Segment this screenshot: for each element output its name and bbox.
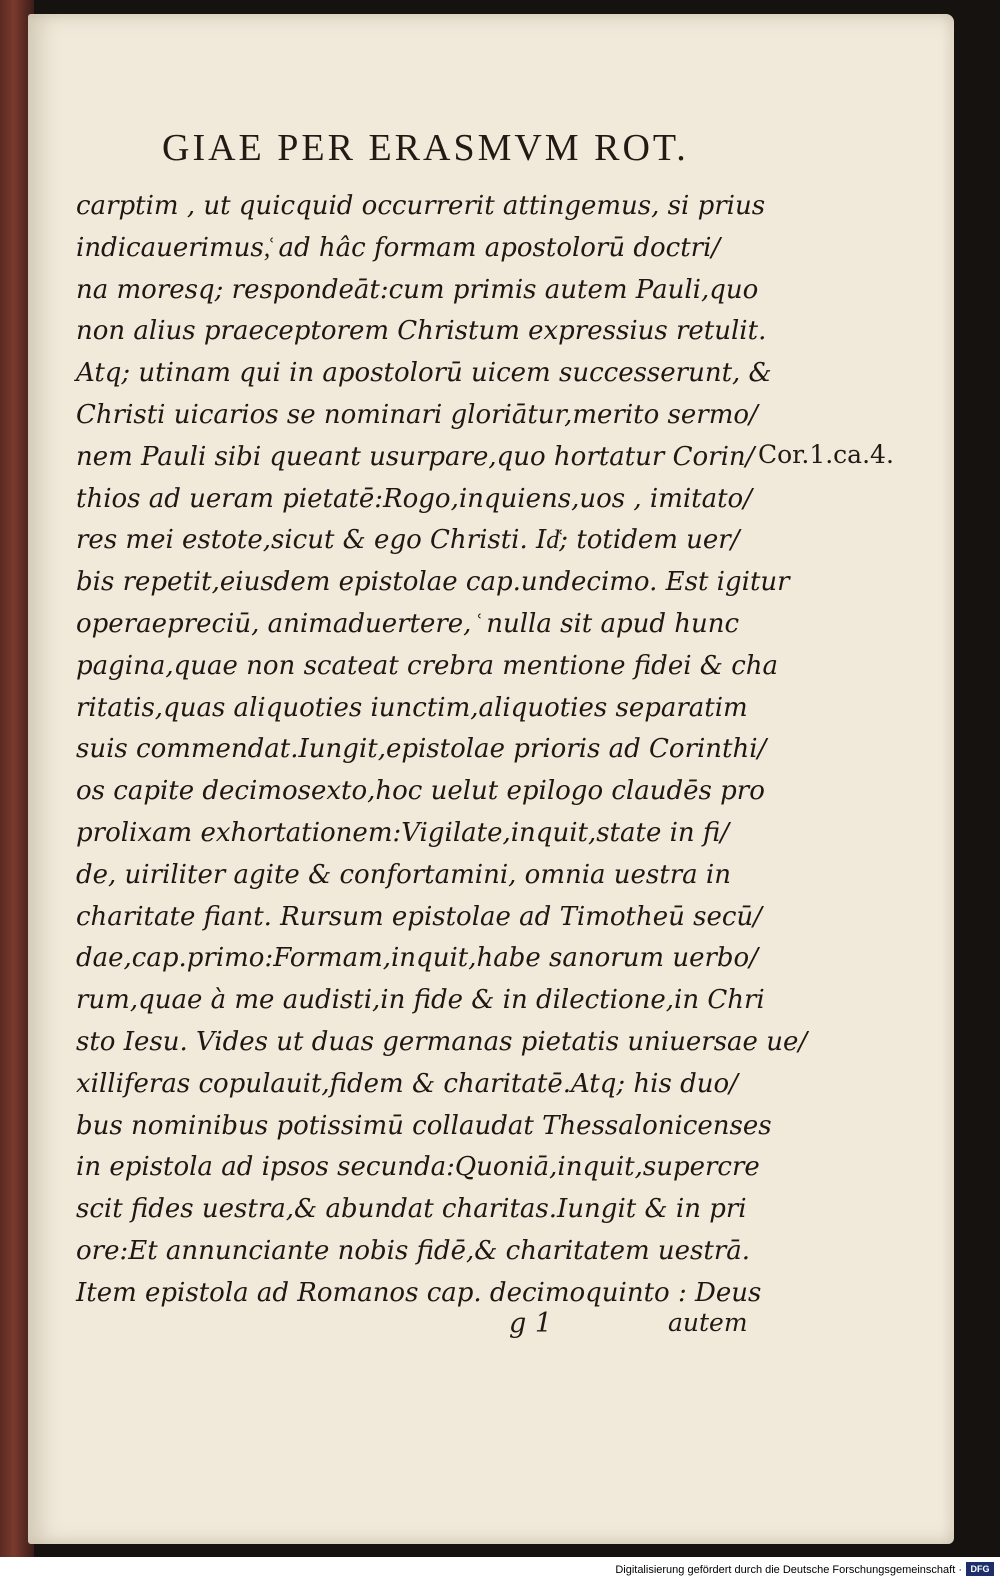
marginal-note: Cor.1.ca.4. <box>758 440 894 469</box>
text-line: prolixam exhortationem:Vigilate,inquit,state in fi/ <box>76 817 730 848</box>
text-line: scit fides uestra,& abundat charitas.Iungit & in pri <box>76 1194 747 1225</box>
body-text <box>76 186 807 1315</box>
text-line: thios ad ueram pietatē:Rogo,inquiens,uos , imitato/ <box>76 483 752 514</box>
signature-mark: g 1 <box>509 1308 553 1339</box>
text-line: pagina,quae non scateat crebra mentione fidei & cha <box>76 650 778 681</box>
text-line: non alius praeceptorem Christum expressius retulit. <box>76 316 767 347</box>
text-line: bis repetit,eiusdem epistolae cap.undecimo. Est igitur <box>76 567 790 598</box>
text-line: res mei estote,sicut & ego Christi. Id͑; totidem uer/ <box>76 525 740 556</box>
text-line: na moresq; respondeāt:cum primis autem Pauli,quo <box>76 274 759 305</box>
text-line: charitate fiant. Rursum epistolae ad Timotheū secū/ <box>76 901 762 932</box>
text-line: os capite decimosexto,hoc uelut epilogo claudēs pro <box>76 776 765 807</box>
text-line: Christi uicarios se nominari gloriātur,merito sermo/ <box>76 399 758 430</box>
dfg-logo: DFG <box>966 1562 994 1576</box>
text-line: xilliferas copulauit,fidem & charitatē.Atq; his duo/ <box>76 1068 738 1099</box>
text-line: suis commendat.Iungit,epistolae prioris ad Corinthi/ <box>76 734 767 765</box>
text-line: sto Iesu. Vides ut duas germanas pietatis uniuersae ue/ <box>76 1026 808 1057</box>
catchword: autem <box>668 1308 748 1337</box>
text-line: Atq; utinam qui in apostolorū uicem successerunt, & <box>76 358 772 389</box>
text-line: bus nominibus potissimū collaudat Thessalonicenses <box>76 1110 772 1141</box>
footer-bar <box>0 1557 1000 1579</box>
funding-credit: Digitalisierung gefördert durch die Deutsche Forschungsgemeinschaft · <box>615 1564 962 1576</box>
text-line: operaepreciū, animaduertere, ͑ nulla sit apud hunc <box>76 608 740 639</box>
text-line: indicauerimus,͑ ad hâc formam apostolorū doctri/ <box>76 232 721 263</box>
text-line: nem Pauli sibi queant usurpare,quo hortatur Corin/ <box>76 441 755 472</box>
text-line: dae,cap.primo:Formam,inquit,habe sanorum uerbo/ <box>76 943 758 974</box>
text-line: ritatis,quas aliquoties iunctim,aliquoties separatim <box>76 692 748 723</box>
text-line: ore:Et annunciante nobis fidē,& charitatem uestrā. <box>76 1235 751 1266</box>
text-line: in epistola ad ipsos secunda:Quoniā,inquit,supercre <box>76 1152 760 1183</box>
text-line: Item epistola ad Romanos cap. decimoquinto : Deus <box>76 1277 762 1308</box>
text-line: carptim , ut quicquid occurrerit attingemus, si prius <box>76 191 766 221</box>
text-line: de, uiriliter agite & confortamini, omnia uestra in <box>76 859 731 890</box>
running-head: GIAE PER ERASMVM ROT. <box>162 127 689 169</box>
text-line: rum,quae à me audisti,in fide & in dilectione,in Chri <box>76 985 765 1016</box>
